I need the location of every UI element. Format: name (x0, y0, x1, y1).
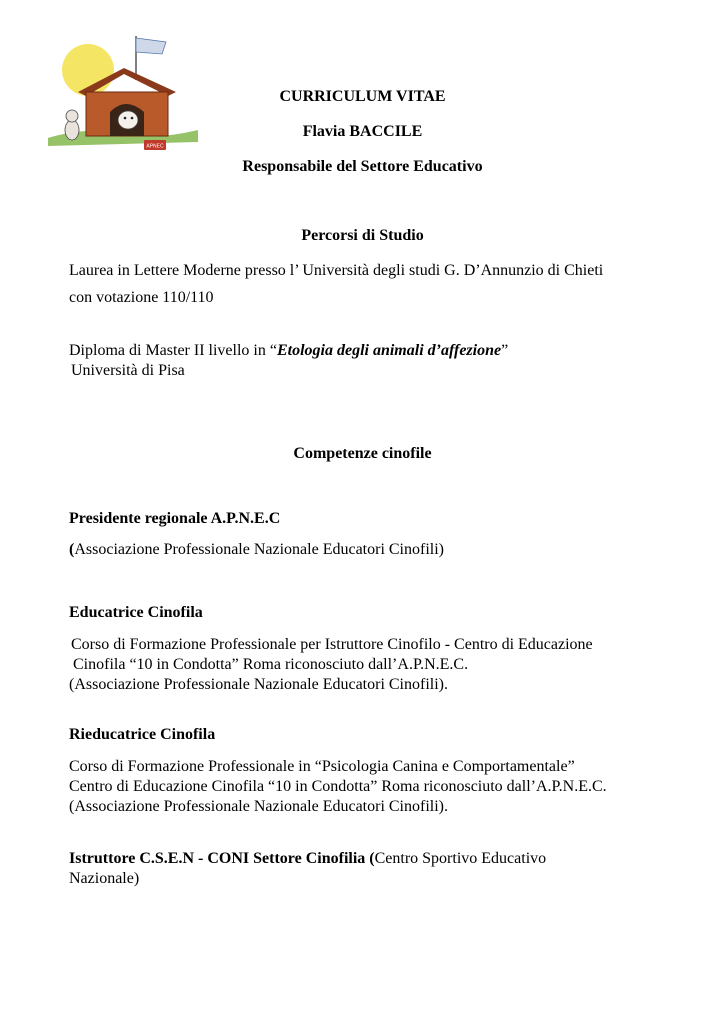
rieducatrice-title: Rieducatrice Cinofila (69, 726, 216, 743)
cv-title: CURRICULUM VITAE (279, 88, 446, 105)
educatrice-line-1: Corso di Formazione Professionale per Istruttore Cinofilo - Centro di Educazione (71, 636, 593, 653)
master-title: Etologia degli animali d’affezione (276, 342, 502, 359)
presidente-title: Presidente regionale A.P.N.E.C (69, 510, 281, 527)
istruttore-line-2: Nazionale) (69, 870, 140, 887)
competenze-heading: Competenze cinofile (293, 445, 432, 462)
person-name: Flavia BACCILE (302, 123, 423, 140)
master-line: Diploma di Master II livello in “Etologia degli animali d’affezione” (69, 342, 509, 359)
rieducatrice-line-2: Centro di Educazione Cinofila “10 in Condotta” Roma riconosciuto dall’A.P.N.E.C. (69, 778, 607, 795)
istruttore-title: Istruttore C.S.E.N - CONI Settore Cinofilia ( (69, 850, 375, 867)
laurea-line-1: Laurea in Lettere Moderne presso l’ Università degli studi G. D’Annunzio di Chieti (69, 262, 604, 279)
flag (136, 38, 166, 54)
svg-text:APNEC: APNEC (146, 143, 164, 150)
rieducatrice-line-1: Corso di Formazione Professionale in “Psicologia Canina e Comportamentale” (69, 758, 575, 775)
istruttore-line-1: Istruttore C.S.E.N - CONI Settore Cinofilia (Centro Sportivo Educativo (69, 850, 547, 867)
master-university: Università di Pisa (71, 362, 185, 379)
presidente-desc: (Associazione Professionale Nazionale Educatori Cinofili) (69, 541, 444, 558)
studies-heading: Percorsi di Studio (301, 227, 424, 244)
laurea-line-2: con votazione 110/110 (69, 289, 214, 306)
educatrice-line-3: (Associazione Professionale Nazionale Educatori Cinofili). (69, 676, 448, 693)
person-role: Responsabile del Settore Educativo (242, 158, 483, 175)
educatrice-title: Educatrice Cinofila (69, 604, 203, 621)
rieducatrice-line-3: (Associazione Professionale Nazionale Educatori Cinofili). (69, 798, 448, 815)
educatrice-line-2: Cinofila “10 in Condotta” Roma riconosciuto dall’A.P.N.E.C. (73, 656, 469, 673)
